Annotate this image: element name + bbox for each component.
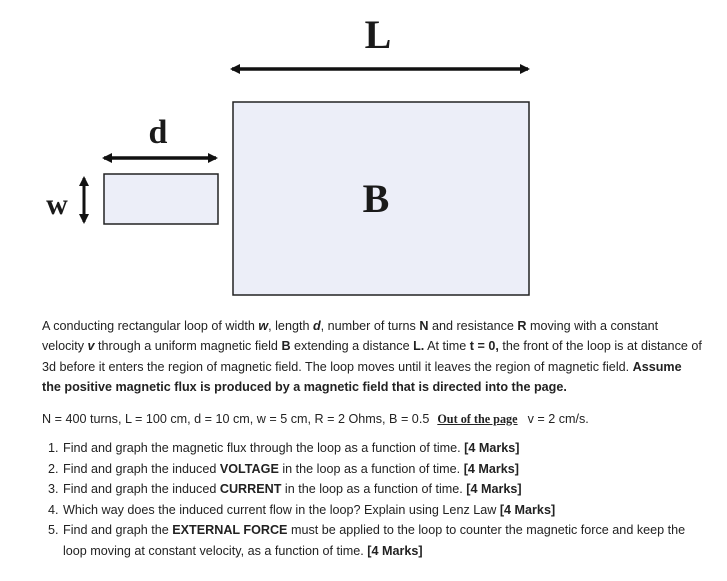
- length-L-label: L: [364, 12, 392, 57]
- field-B-label: B: [362, 176, 390, 221]
- problem-parameters: [42, 409, 702, 429]
- field-direction: Out of the page: [437, 411, 518, 426]
- conducting-loop: [104, 174, 218, 224]
- question-item: 3. Find and graph the induced CURRENT in the loop as a function of time. [4 Marks]: [48, 482, 522, 497]
- parameter-values: N = 400 turns, L = 100 cm, d = 10 cm, w = 5 cm, R = 2 Ohms, B = 0.5: [42, 411, 430, 426]
- question-item: 2. Find and graph the induced VOLTAGE in the loop as a function of time. [4 Marks]: [48, 461, 519, 476]
- problem-description: A conducting rectangular loop of width w, length d, number of turns N and resistance R moving with a constant velocity v through a uniform magnetic field B extending a distance L. At time t = 0, the front of the loop is at distance of 3d before it enters the region of magnetic field. The loop moves until it leaves the region of magnetic field. Assume the positive magnetic flux is produced by a magnetic field that is directed into the page.: [42, 319, 702, 395]
- question-item: 5. Find and graph the EXTERNAL FORCE must be applied to the loop to counter the magnetic force and keep the loop moving at constant velocity, as a function of time. [4 Marks]: [48, 523, 686, 558]
- problem-statement: [42, 316, 702, 562]
- question-item: 4. Which way does the induced current flow in the loop? Explain using Lenz Law [4 Marks]: [48, 502, 556, 517]
- question-item: 1. Find and graph the magnetic flux through the loop as a function of time. [4 Marks]: [48, 441, 520, 456]
- width-w-label: w: [46, 188, 68, 221]
- question-list: [48, 438, 702, 562]
- velocity-value: v = 2 cm/s.: [527, 411, 589, 426]
- length-d-label: d: [148, 114, 168, 151]
